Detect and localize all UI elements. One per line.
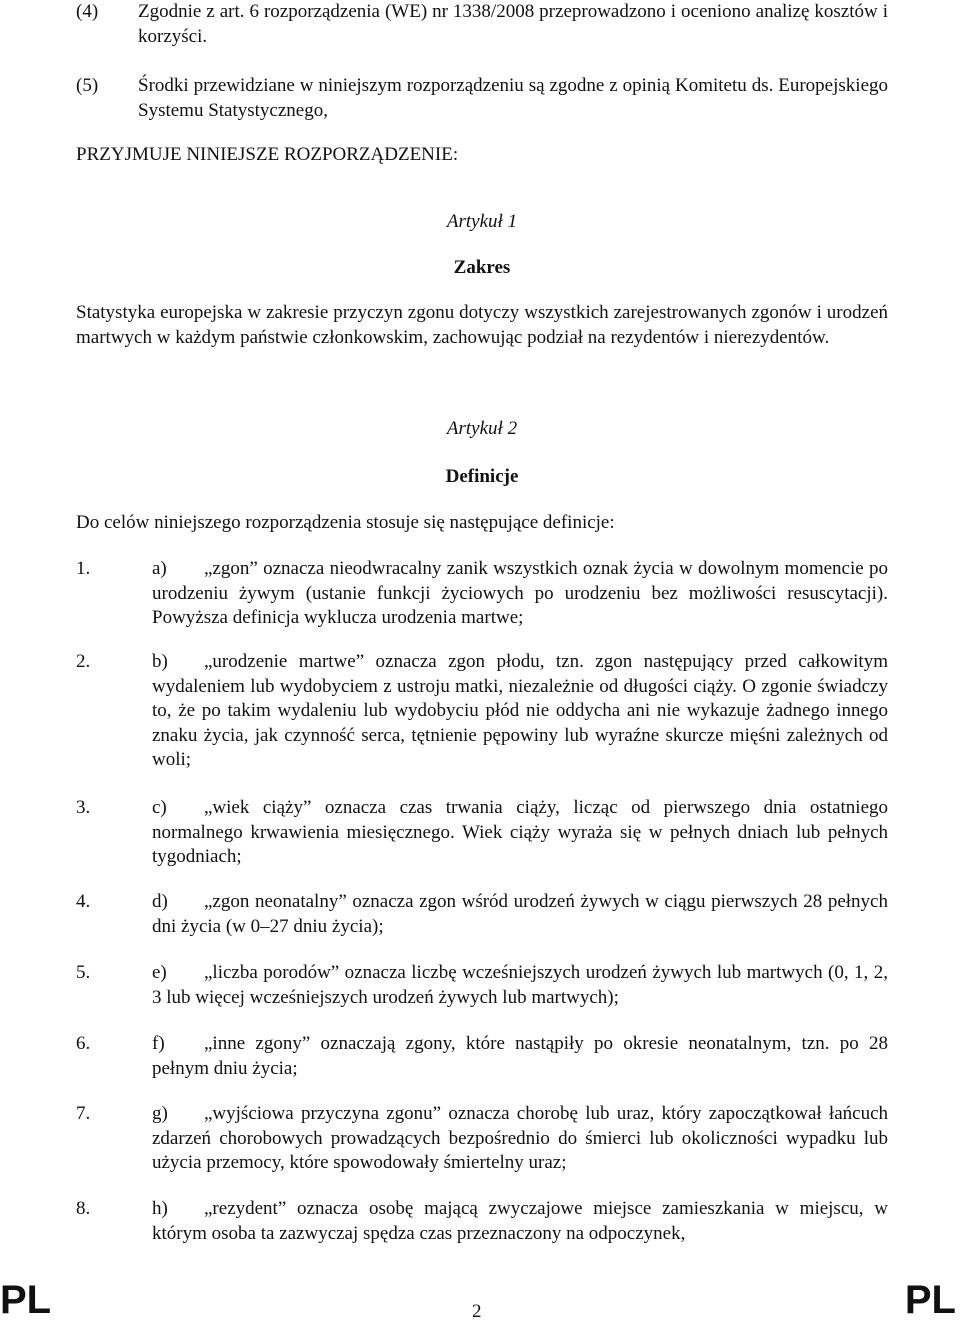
definition-item [76,890,888,939]
definition-letter: g) [152,1103,168,1124]
article-1-text: Statystyka europejska w zakresie przyczyn zgonu dotyczy wszystkich zarejestrowanych zgonów i urodzeń martwych w każdym państwie członkowskim, zachowując podział na rezydentów i nierezydentów. [76,302,888,348]
definition-letter: d) [152,891,168,912]
definition-text: „liczba porodów” oznacza liczbę wcześniejszych urodzeń żywych lub martwych (0, 1, 2, 3 lub więcej wcześniejszych urodzeń żywych lub martwych); [152,962,888,1008]
page-number: 2 [472,1301,482,1322]
article-2-intro: Do celów niniejszego rozporządzenia stosuje się następujące definicje: [76,512,615,533]
definition-number: 8. [76,1198,91,1219]
definition-text: „rezydent” oznacza osobę mającą zwyczajowe miejsce zamieszkania w miejscu, w którym osoba ta zazwyczaj spędza czas przeznaczony na odpoczynek, [152,1198,888,1244]
article-1-heading: Artykuł 1 [446,211,518,232]
definition-item [76,557,888,631]
definition-letter: e) [152,962,167,983]
definition-number: 6. [76,1033,91,1054]
definition-text: „urodzenie martwe” oznacza zgon płodu, tzn. zgon następujący przed całkowitym wydaleniem lub wydobyciem z ustroju matki, niezależnie od długości ciąży. O zgonie świadczy to, że po takim wydaleniu lub wydobyciu płód nie oddycha ani nie wykazuje żadnego innego znaku życia, jak czynność serca, tętnienie pępowiny lub wyraźne skurcze mięśni zależnych od woli; [152,651,888,770]
article-2-heading: Artykuł 2 [446,418,518,439]
definition-text: „wiek ciąży” oznacza czas trwania ciąży, licząc od pierwszego dnia ostatniego normalnego krwawienia miesięcznego. Wiek ciąży wyraża się w pełnych dniach lub pełnych tygodniach; [152,797,888,867]
recital-text: Zgodnie z art. 6 rozporządzenia (WE) nr 1338/2008 przeprowadzono i oceniono analizę kosztów i korzyści. [138,1,888,47]
definition-text: „zgon” oznacza nieodwracalny zanik wszystkich oznak życia w dowolnym momencie po urodzeniu żywym (ustanie funkcji życiowych po urodzeniu bez możliwości resuscytacji). Powyższa definicja wyklucza urodzenia martwe; [152,558,888,628]
definition-letter: c) [152,797,167,818]
definition-text: „inne zgony” oznaczają zgony, które nastąpiły po okresie neonatalnym, tzn. po 28 pełnym dniu życia; [152,1033,888,1079]
definition-number: 7. [76,1103,91,1124]
definition-number: 4. [76,891,91,912]
definition-item [76,1102,888,1176]
definition-item [76,1197,888,1246]
enacting-formula: PRZYJMUJE NINIEJSZE ROZPORZĄDZENIE: [76,144,459,165]
recital-number: (5) [76,75,99,96]
recital-text: Środki przewidziane w niniejszym rozporządzeniu są zgodne z opinią Komitetu ds. Europejskiego Systemu Statystycznego, [138,75,888,121]
definition-letter: f) [152,1033,165,1054]
definition-number: 3. [76,797,91,818]
definition-letter: b) [152,651,168,672]
definition-number: 2. [76,651,91,672]
definition-item [76,1032,888,1081]
definition-item [76,796,888,870]
recital-4 [76,0,888,49]
definition-number: 1. [76,558,91,579]
article-2-title: Definicje [445,466,519,487]
article-1-title: Zakres [453,257,511,278]
recital-number: (4) [76,1,99,22]
footer-language-left: PL [0,1278,52,1322]
definition-letter: a) [152,558,167,579]
definition-text: „zgon neonatalny” oznacza zgon wśród urodzeń żywych w ciągu pierwszych 28 pełnych dni życia (w 0–27 dniu życia); [152,891,888,937]
recital-5 [76,74,888,123]
definition-number: 5. [76,962,91,983]
definition-item [76,650,888,773]
definition-item [76,961,888,1010]
footer-language-right: PL [904,1278,956,1322]
definition-text: „wyjściowa przyczyna zgonu” oznacza chorobę lub uraz, który zapoczątkował łańcuch zdarzeń chorobowych prowadzących bezpośrednio do śmierci lub okoliczności wypadku lub użycia przemocy, które spowodowały śmiertelny uraz; [152,1103,888,1173]
definition-letter: h) [152,1198,168,1219]
